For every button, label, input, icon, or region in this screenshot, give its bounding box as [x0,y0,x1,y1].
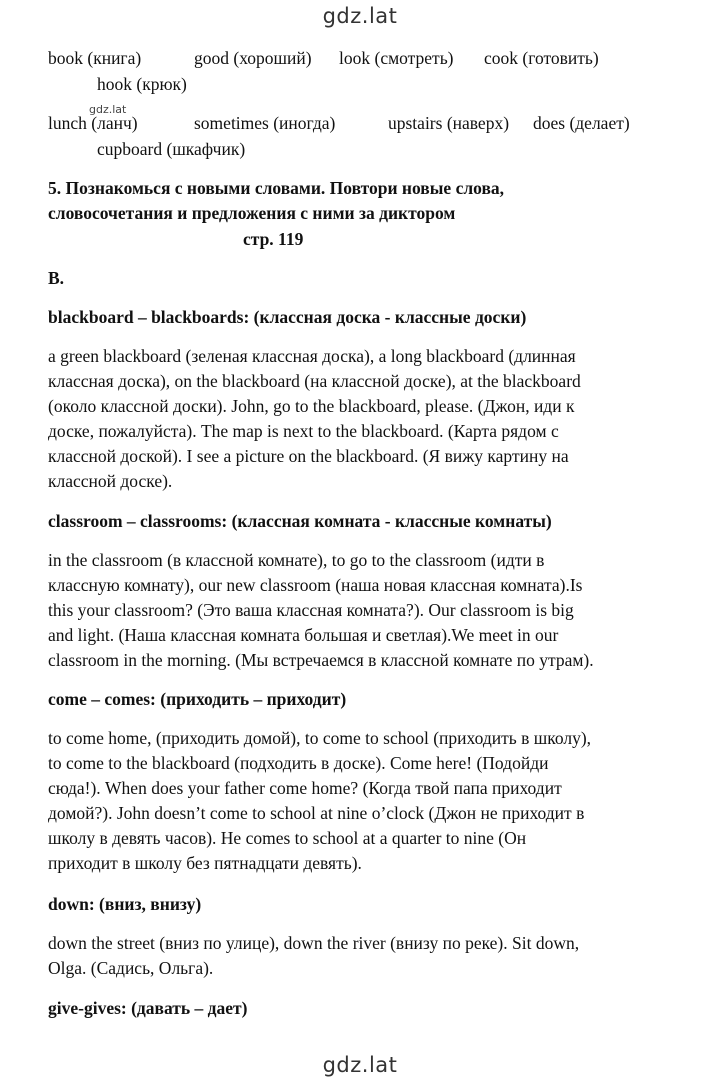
word-does: does (делает) [533,113,630,133]
entry-heading-give: give-gives: (давать – дает) [48,998,248,1018]
entry-line: классной доске). [48,471,173,491]
entry-heading-classroom: classroom – classrooms: (классная комната - классные комнаты) [48,511,552,531]
word-lunch: lunch (ланч) [48,113,138,133]
watermark-bottom: gdz.lat [322,1053,398,1077]
entry-line: Olga. (Садись, Ольга). [48,958,214,978]
word-cook: cook (готовить) [484,48,599,68]
entry-line: a green blackboard (зеленая классная доска), a long blackboard (длинная [48,346,576,366]
watermark-top: gdz.lat [322,4,398,28]
task-line-2: словосочетания и предложения с ними за диктором [48,203,456,223]
entry-heading-blackboard: blackboard – blackboards: (классная доска - классные доски) [48,307,527,327]
word-book: book (книга) [48,48,142,68]
watermark-small: gdz.lat [89,103,127,116]
section-b: B. [48,268,65,288]
entry-line: классная доска), on the blackboard (на классной доске), at the blackboard [48,371,581,391]
word-look: look (смотреть) [339,48,454,68]
entry-heading-down: down: (вниз, внизу) [48,894,202,914]
entry-line: and light. (Наша классная комната большая и светлая).We meet in our [48,625,559,645]
word-sometimes: sometimes (иногда) [194,113,336,133]
word-hook: hook (крюк) [97,74,187,94]
word-cupboard: cupboard (шкафчик) [97,139,246,159]
entry-line: down the street (вниз по улице), down the river (внизу по реке). Sit down, [48,933,580,953]
entry-line: this your classroom? (Это ваша классная комната?). Our classroom is big [48,600,574,620]
entry-line: доске, пожалуйста). The map is next to the blackboard. (Карта рядом с [48,421,559,441]
entry-line: классной доской). I see a picture on the blackboard. (Я вижу картину на [48,446,569,466]
entry-line: сюда!). When does your father come home? (Когда твой папа приходит [48,778,562,798]
entry-line: классную комнату), our new classroom (наша новая классная комната).Is [48,575,583,595]
entry-line: домой?). John doesn’t come to school at nine o’clock (Джон не приходит в [48,803,585,823]
entry-line: школу в девять часов). He comes to school at a quarter to nine (Он [48,828,527,848]
entry-line: to come to the blackboard (подходить в доске). Come here! (Подойди [48,753,549,773]
task-line-1: 5. Познакомься с новыми словами. Повтори новые слова, [48,178,505,198]
entry-line: to come home, (приходить домой), to come to school (приходить в школу), [48,728,592,748]
word-upstairs: upstairs (наверх) [388,113,510,133]
entry-line: in the classroom (в классной комнате), to go to the classroom (идти в [48,550,545,570]
entry-line: приходит в школу без пятнадцати девять). [48,853,362,873]
task-page: стр. 119 [243,229,304,249]
entry-line: classroom in the morning. (Мы встречаемся в классной комнате по утрам). [48,650,594,670]
entry-heading-come: come – comes: (приходить – приходит) [48,689,347,709]
entry-line: (около классной доски). John, go to the blackboard, please. (Джон, иди к [48,396,575,416]
word-good: good (хороший) [194,48,312,68]
